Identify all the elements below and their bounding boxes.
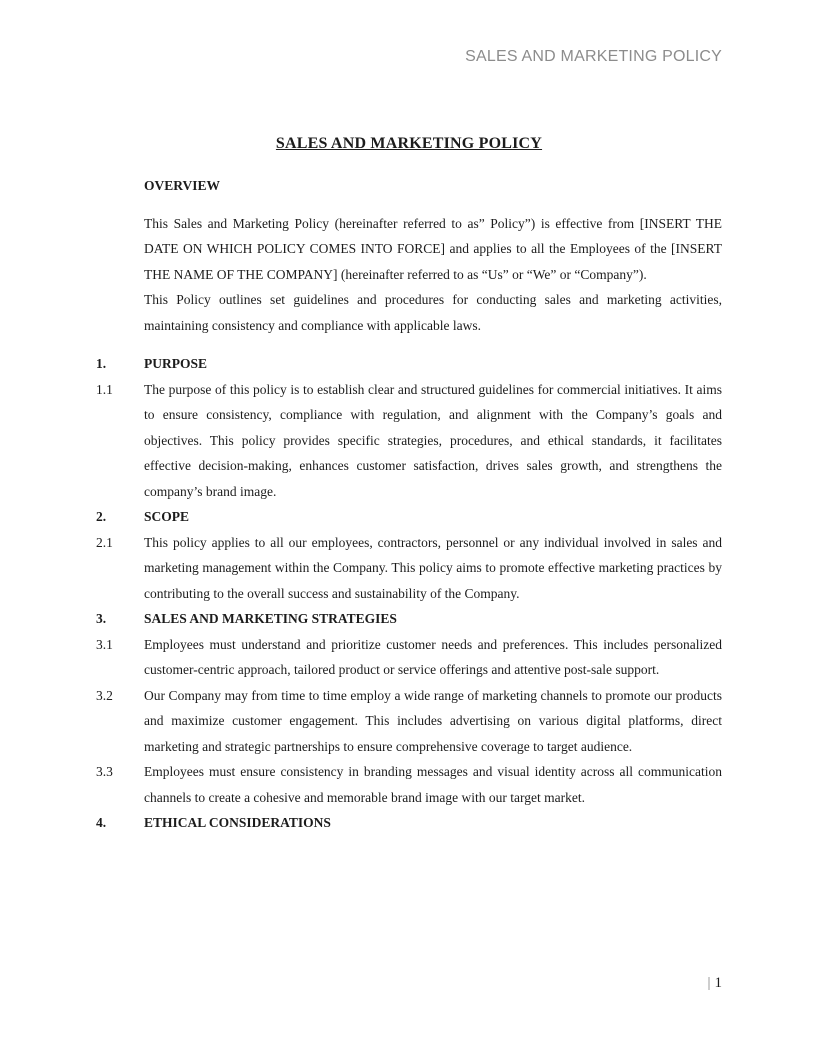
document-title-text: SALES AND MARKETING POLICY: [275, 135, 543, 152]
section-heading-strategies: [96, 606, 722, 632]
section-heading-ethical: [96, 810, 722, 836]
section-number: 1.: [96, 356, 107, 371]
clause-text: Employees must understand and prioritize customer needs and preferences. This includes personalized customer-centric approach, tailored product or service offerings and attentive post-sale support.: [144, 636, 722, 677]
clause-3-2: [96, 683, 722, 760]
section-heading-text: PURPOSE: [144, 356, 208, 371]
footer: [707, 973, 722, 993]
overview-paragraph: This Policy outlines set guidelines and procedures for conducting sales and marketing activities, maintaining consistency and compliance with applicable laws.: [144, 292, 722, 333]
document-content: [96, 0, 722, 836]
section-heading-text: ETHICAL CONSIDERATIONS: [144, 815, 331, 830]
section-heading-purpose: [96, 351, 722, 377]
clause-text: Employees must ensure consistency in branding messages and visual identity across all communication channels to create a cohesive and memorable brand image with our target market.: [144, 764, 722, 805]
section-number: 3.: [96, 611, 107, 626]
clause-2-1: [96, 530, 722, 607]
clause-3-1: [96, 632, 722, 683]
running-header: SALES AND MARKETING POLICY: [465, 48, 722, 65]
clause-1-1: [96, 377, 722, 505]
clause-number: 2.1: [96, 534, 113, 550]
clause-text: This policy applies to all our employees, contractors, personnel or any individual involved in sales and marketing management within the Company. This policy aims to promote effective marketing practices by contributing to the overall success and sustainability of the Company.: [144, 534, 722, 601]
section-heading-scope: [96, 504, 722, 530]
clause-number: 3.3: [96, 764, 113, 779]
clause-text: The purpose of this policy is to establish clear and structured guidelines for commercial initiatives. It aims to ensure consistency, compliance with regulation, and alignment with the Company’s goals and objectives. This policy provides specific strategies, procedures, and ethical standards, it facilitates effective decision-making, enhances customer satisfaction, drives sales growth, and strengthens the company’s brand image.: [144, 381, 722, 499]
clause-3-3: [96, 759, 722, 810]
overview-body: [96, 211, 722, 339]
clause-number: 1.1: [96, 381, 113, 397]
clause-number: 3.2: [96, 687, 113, 703]
clause-number: 3.1: [96, 636, 113, 652]
section-heading-text: SCOPE: [144, 509, 190, 524]
footer-page-number: 1: [714, 975, 722, 991]
section-heading-text: SALES AND MARKETING STRATEGIES: [144, 611, 397, 626]
section-number: 2.: [96, 509, 107, 524]
overview-heading: OVERVIEW: [144, 178, 221, 193]
clause-text: Our Company may from time to time employ a wide range of marketing channels to promote our products and maximize customer engagement. This includes advertising on various digital platforms, direct marketing and strategic partnerships to ensure comprehensive coverage to target audience.: [144, 687, 722, 754]
overview-paragraph: This Sales and Marketing Policy (hereinafter referred to as” Policy”) is effective from [INSERT THE DATE ON WHICH POLICY COMES INTO FORCE] and applies to all the Employees of the [INSERT THE NAME OF THE COMPANY] (hereinafter referred to as “Us” or “We” or “Company”).: [144, 215, 722, 282]
document-title: [96, 133, 722, 155]
section-number: 4.: [96, 815, 107, 830]
footer-separator: |: [707, 975, 711, 991]
